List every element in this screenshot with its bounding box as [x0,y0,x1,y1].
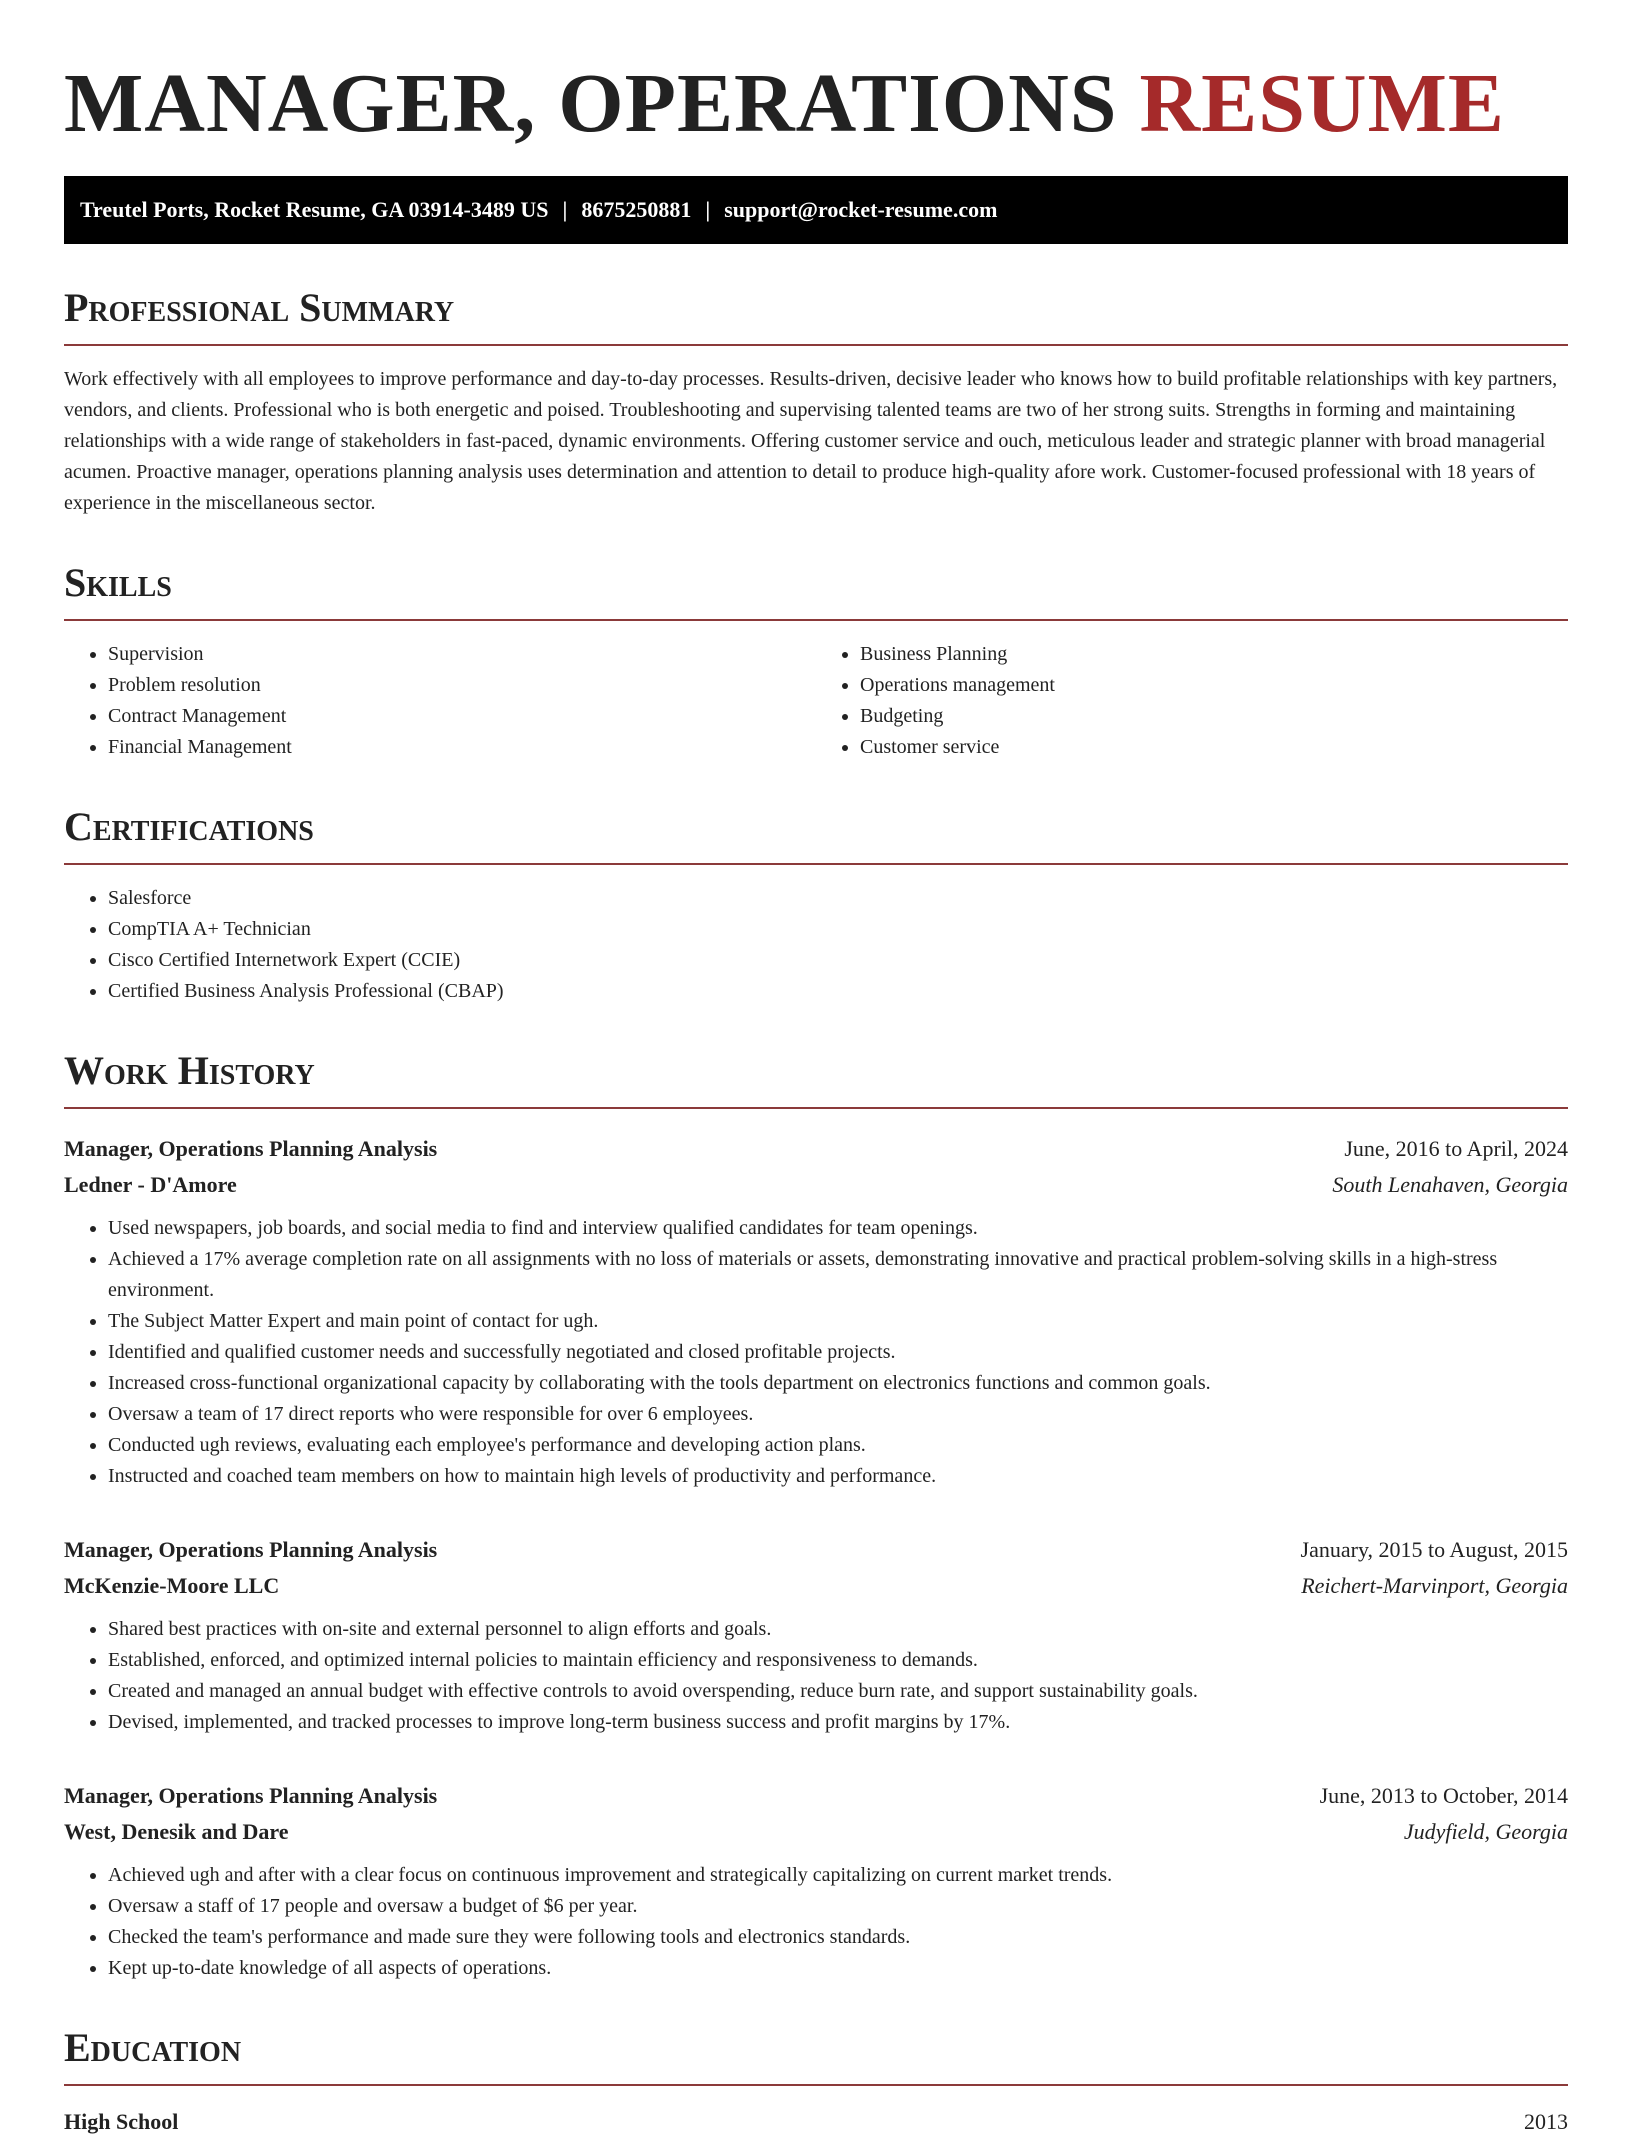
job-entry [64,1532,1568,1738]
job-location: South Lenahaven, Georgia [1332,1172,1568,1197]
skill-item: • Customer service [860,732,1568,763]
job-company: Ledner - D'Amore [64,1172,237,1197]
title-main: MANAGER, OPERATIONS [64,57,1118,150]
education-entry [64,2104,1568,2140]
skill-item: • Financial Management [108,732,816,763]
skill-item: • Contract Management [108,701,816,732]
job-dates: June, 2013 to October, 2014 [1319,1783,1568,1808]
job-entry [64,1131,1568,1492]
contact-separator: | [562,197,568,222]
job-header-row [64,1532,1568,1568]
job-entry [64,1778,1568,1984]
contact-email: support@rocket-resume.com [724,197,998,222]
certification-item: • CompTIA A+ Technician [108,914,1568,945]
job-bullets [64,1860,1568,1984]
job-title: Manager, Operations Planning Analysis [64,1537,438,1562]
job-header-row [64,1778,1568,1814]
job-header-row [64,1131,1568,1167]
skills-left-list [64,639,816,763]
job-bullet: • Shared best practices with on-site and external personnel to align efforts and goals. [108,1614,1568,1645]
summary-section [64,284,1568,519]
job-company: West, Denesik and Dare [64,1819,289,1844]
job-title: Manager, Operations Planning Analysis [64,1136,438,1161]
skill-item: • Supervision [108,639,816,670]
job-bullet: • Devised, implemented, and tracked processes to improve long-term business success and profit margins by 17%. [108,1707,1568,1738]
job-bullet: • Established, enforced, and optimized internal policies to maintain efficiency and responsiveness to demands. [108,1645,1568,1676]
certifications-heading: Certifications [64,803,1568,865]
job-location: Judyfield, Georgia [1403,1819,1568,1844]
certification-item: • Cisco Certified Internetwork Expert (CCIE) [108,945,1568,976]
job-title: Manager, Operations Planning Analysis [64,1783,438,1808]
job-bullet: • The Subject Matter Expert and main point of contact for ugh. [108,1306,1568,1337]
job-bullet: • Kept up-to-date knowledge of all aspects of operations. [108,1953,1568,1984]
education-heading: Education [64,2024,1568,2086]
skills-right-list [816,639,1568,763]
skill-item: • Problem resolution [108,670,816,701]
job-bullet: • Instructed and coached team members on how to maintain high levels of productivity and performance. [108,1461,1568,1492]
job-company-row [64,1814,1568,1850]
certification-item: • Certified Business Analysis Professional (CBAP) [108,976,1568,1007]
skill-item: • Business Planning [860,639,1568,670]
contact-separator: | [705,197,711,222]
job-bullet: • Achieved a 17% average completion rate on all assignments with no loss of materials or assets, demonstrating innovative and practical problem-solving skills in a high-stress environment. [108,1244,1568,1306]
certifications-section [64,803,1568,1007]
education-year: 2013 [1524,2109,1568,2134]
job-company: McKenzie-Moore LLC [64,1573,280,1598]
skills-heading: Skills [64,559,1568,621]
job-bullet: • Oversaw a team of 17 direct reports who were responsible for over 6 employees. [108,1399,1568,1430]
job-dates: January, 2015 to August, 2015 [1300,1537,1568,1562]
contact-bar [64,176,1568,244]
title-accent: RESUME [1139,57,1505,150]
certification-item: • Salesforce [108,883,1568,914]
contact-phone: 8675250881 [581,197,692,222]
job-company-row [64,1568,1568,1604]
skill-item: • Operations management [860,670,1568,701]
job-bullet: • Achieved ugh and after with a clear focus on continuous improvement and strategically capitalizing on current market trends. [108,1860,1568,1891]
job-bullet: • Conducted ugh reviews, evaluating each employee's performance and developing action plans. [108,1430,1568,1461]
resume-title [64,56,1568,152]
job-company-row [64,1167,1568,1203]
summary-heading: Professional Summary [64,284,1568,346]
summary-text: Work effectively with all employees to improve performance and day-to-day processes. Results-driven, decisive leader who knows how to build profitable relationships with key partners, vendors, and clients. Professional who is both energetic and poised. Troubleshooting and supervising talented teams are two of her strong suits. Strengths in forming and maintaining relationships with a wide range of stakeholders in fast-paced, dynamic environments. Offering customer service and ouch, meticulous leader and strategic planner with broad managerial acumen. Proactive manager, operations planning analysis uses determination and attention to detail to produce high-quality afore work. Customer-focused professional with 18 years of experience in the miscellaneous sector. [64,368,1558,514]
job-bullets [64,1213,1568,1492]
work-history-section [64,1047,1568,1984]
certifications-list [64,883,1568,1007]
education-row [64,2104,1568,2140]
job-bullet: • Used newspapers, job boards, and social media to find and interview qualified candidates for team openings. [108,1213,1568,1244]
job-bullet: • Checked the team's performance and made sure they were following tools and electronics standards. [108,1922,1568,1953]
education-degree: High School [64,2109,179,2134]
skills-grid [64,621,1568,763]
skills-section [64,559,1568,763]
work-history-heading: Work History [64,1047,1568,1109]
education-section [64,2024,1568,2140]
job-dates: June, 2016 to April, 2024 [1344,1136,1568,1161]
job-bullet: • Oversaw a staff of 17 people and oversaw a budget of $6 per year. [108,1891,1568,1922]
job-bullet: • Increased cross-functional organizational capacity by collaborating with the tools department on electronics functions and common goals. [108,1368,1568,1399]
job-bullets [64,1614,1568,1738]
skill-item: • Budgeting [860,701,1568,732]
contact-address: Treutel Ports, Rocket Resume, GA 03914-3489 US [80,197,549,222]
job-location: Reichert-Marvinport, Georgia [1301,1573,1568,1598]
job-bullet: • Created and managed an annual budget with effective controls to avoid overspending, reduce burn rate, and support sustainability goals. [108,1676,1568,1707]
job-bullet: • Identified and qualified customer needs and successfully negotiated and closed profitable projects. [108,1337,1568,1368]
